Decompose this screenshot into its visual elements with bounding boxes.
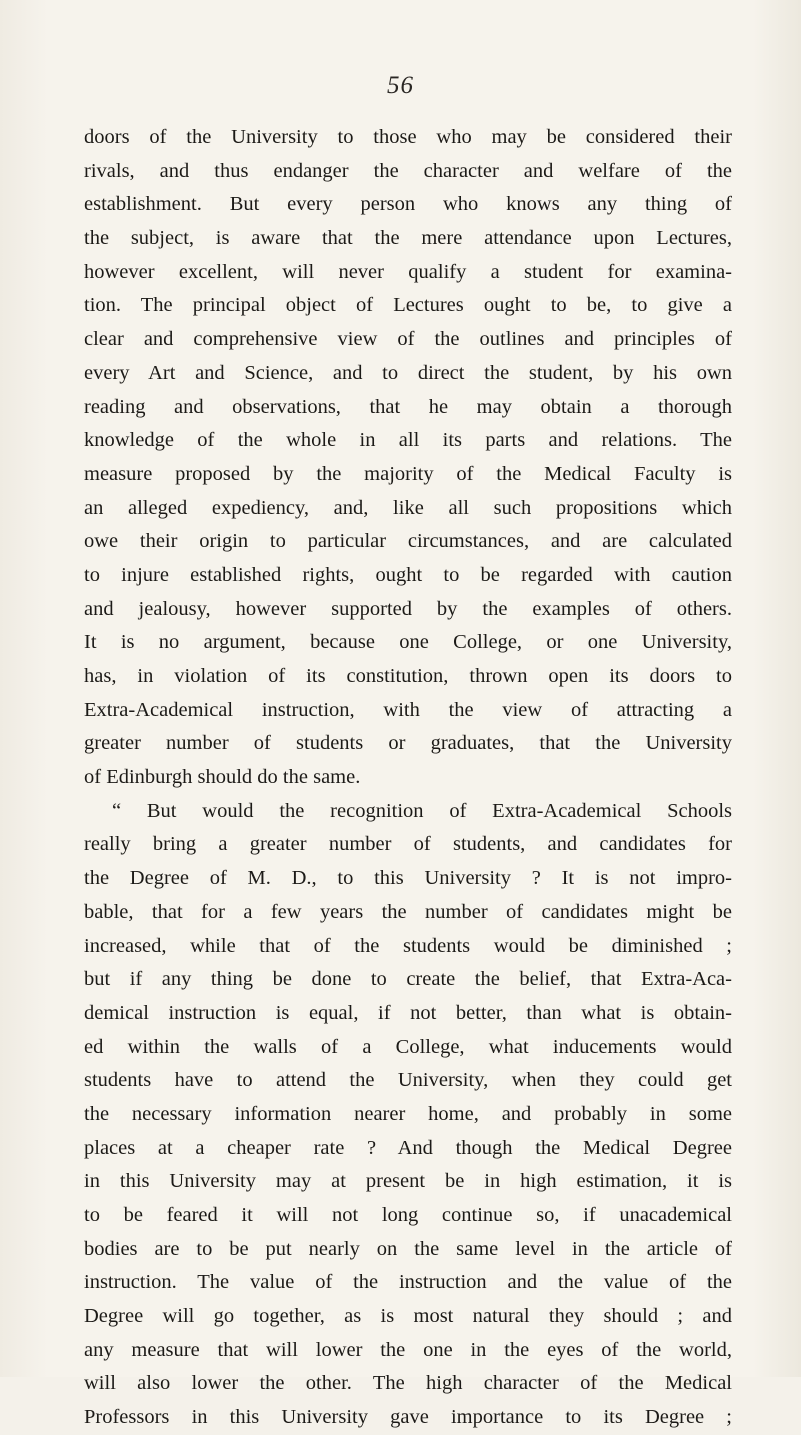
text-line: the necessary information nearer home, and probably in some: [84, 1102, 732, 1125]
text-line: but if any thing be done to create the belief, that Extra-Aca-: [84, 968, 732, 991]
body-text: [84, 121, 732, 1435]
text-line: bodies are to be put nearly on the same level in the article of: [84, 1237, 732, 1260]
text-line: rivals, and thus endanger the character and welfare of the: [84, 159, 732, 182]
text-line: in this University may at present be in high estimation, it is: [84, 1170, 732, 1193]
text-line: ed within the walls of a College, what inducements would: [84, 1035, 732, 1058]
text-line: clear and comprehensive view of the outlines and principles of: [84, 328, 732, 351]
text-line: doors of the University to those who may be considered their: [84, 126, 732, 148]
text-line: the subject, is aware that the mere attendance upon Lectures,: [84, 227, 732, 250]
text-line: Extra-Academical instruction, with the view of attracting a: [84, 698, 732, 721]
text-line: tion. The principal object of Lectures ought to be, to give a: [84, 294, 732, 317]
text-line: reading and observations, that he may obtain a thorough: [84, 395, 732, 418]
text-line: knowledge of the whole in all its parts and relations. The: [84, 429, 732, 452]
text-line: places at a cheaper rate ? And though the Medical Degree: [84, 1136, 732, 1159]
text-line: any measure that will lower the one in the eyes of the world,: [84, 1338, 732, 1361]
text-line: instruction. The value of the instruction and the value of the: [84, 1271, 732, 1294]
text-line: has, in violation of its constitution, thrown open its doors to: [84, 665, 732, 687]
text-line: however excellent, will never qualify a student for examina-: [84, 260, 732, 283]
text-line: to injure established rights, ought to be regarded with caution: [84, 563, 732, 586]
text-line: students have to attend the University, when they could get: [84, 1069, 732, 1092]
text-line: measure proposed by the majority of the Medical Faculty is: [84, 462, 732, 485]
text-line: Degree will go together, as is most natural they should ; and: [84, 1305, 732, 1328]
text-line: Professors in this University gave importance to its Degree ;: [84, 1406, 732, 1429]
paragraph-end-line: of Edinburgh should do the same.: [84, 766, 361, 789]
paragraph-start-line: “ But would the recognition of Extra-Academical Schools: [112, 799, 732, 822]
text-line: owe their origin to particular circumstances, and are calculated: [84, 530, 732, 553]
text-line: will also lower the other. The high character of the Medical: [84, 1372, 732, 1395]
text-line: increased, while that of the students would be diminished ;: [84, 934, 732, 957]
text-line: an alleged expediency, and, like all such propositions which: [84, 496, 732, 519]
page-number: 56: [387, 72, 414, 99]
text-line: bable, that for a few years the number of candidates might be: [84, 900, 732, 923]
text-line: to be feared it will not long continue so, if unacademical: [84, 1204, 732, 1226]
text-line: really bring a greater number of students, and candidates for: [84, 833, 732, 856]
text-line: greater number of students or graduates, that the University: [84, 732, 732, 755]
text-line: establishment. But every person who knows any thing of: [84, 193, 732, 216]
text-line: every Art and Science, and to direct the student, by his own: [84, 361, 732, 384]
text-line: demical instruction is equal, if not better, than what is obtain-: [84, 1001, 732, 1024]
text-line: and jealousy, however supported by the examples of others.: [84, 597, 732, 620]
text-line: It is no argument, because one College, or one University,: [84, 631, 732, 654]
text-line: the Degree of M. D., to this University ? It is not impro-: [84, 867, 732, 890]
